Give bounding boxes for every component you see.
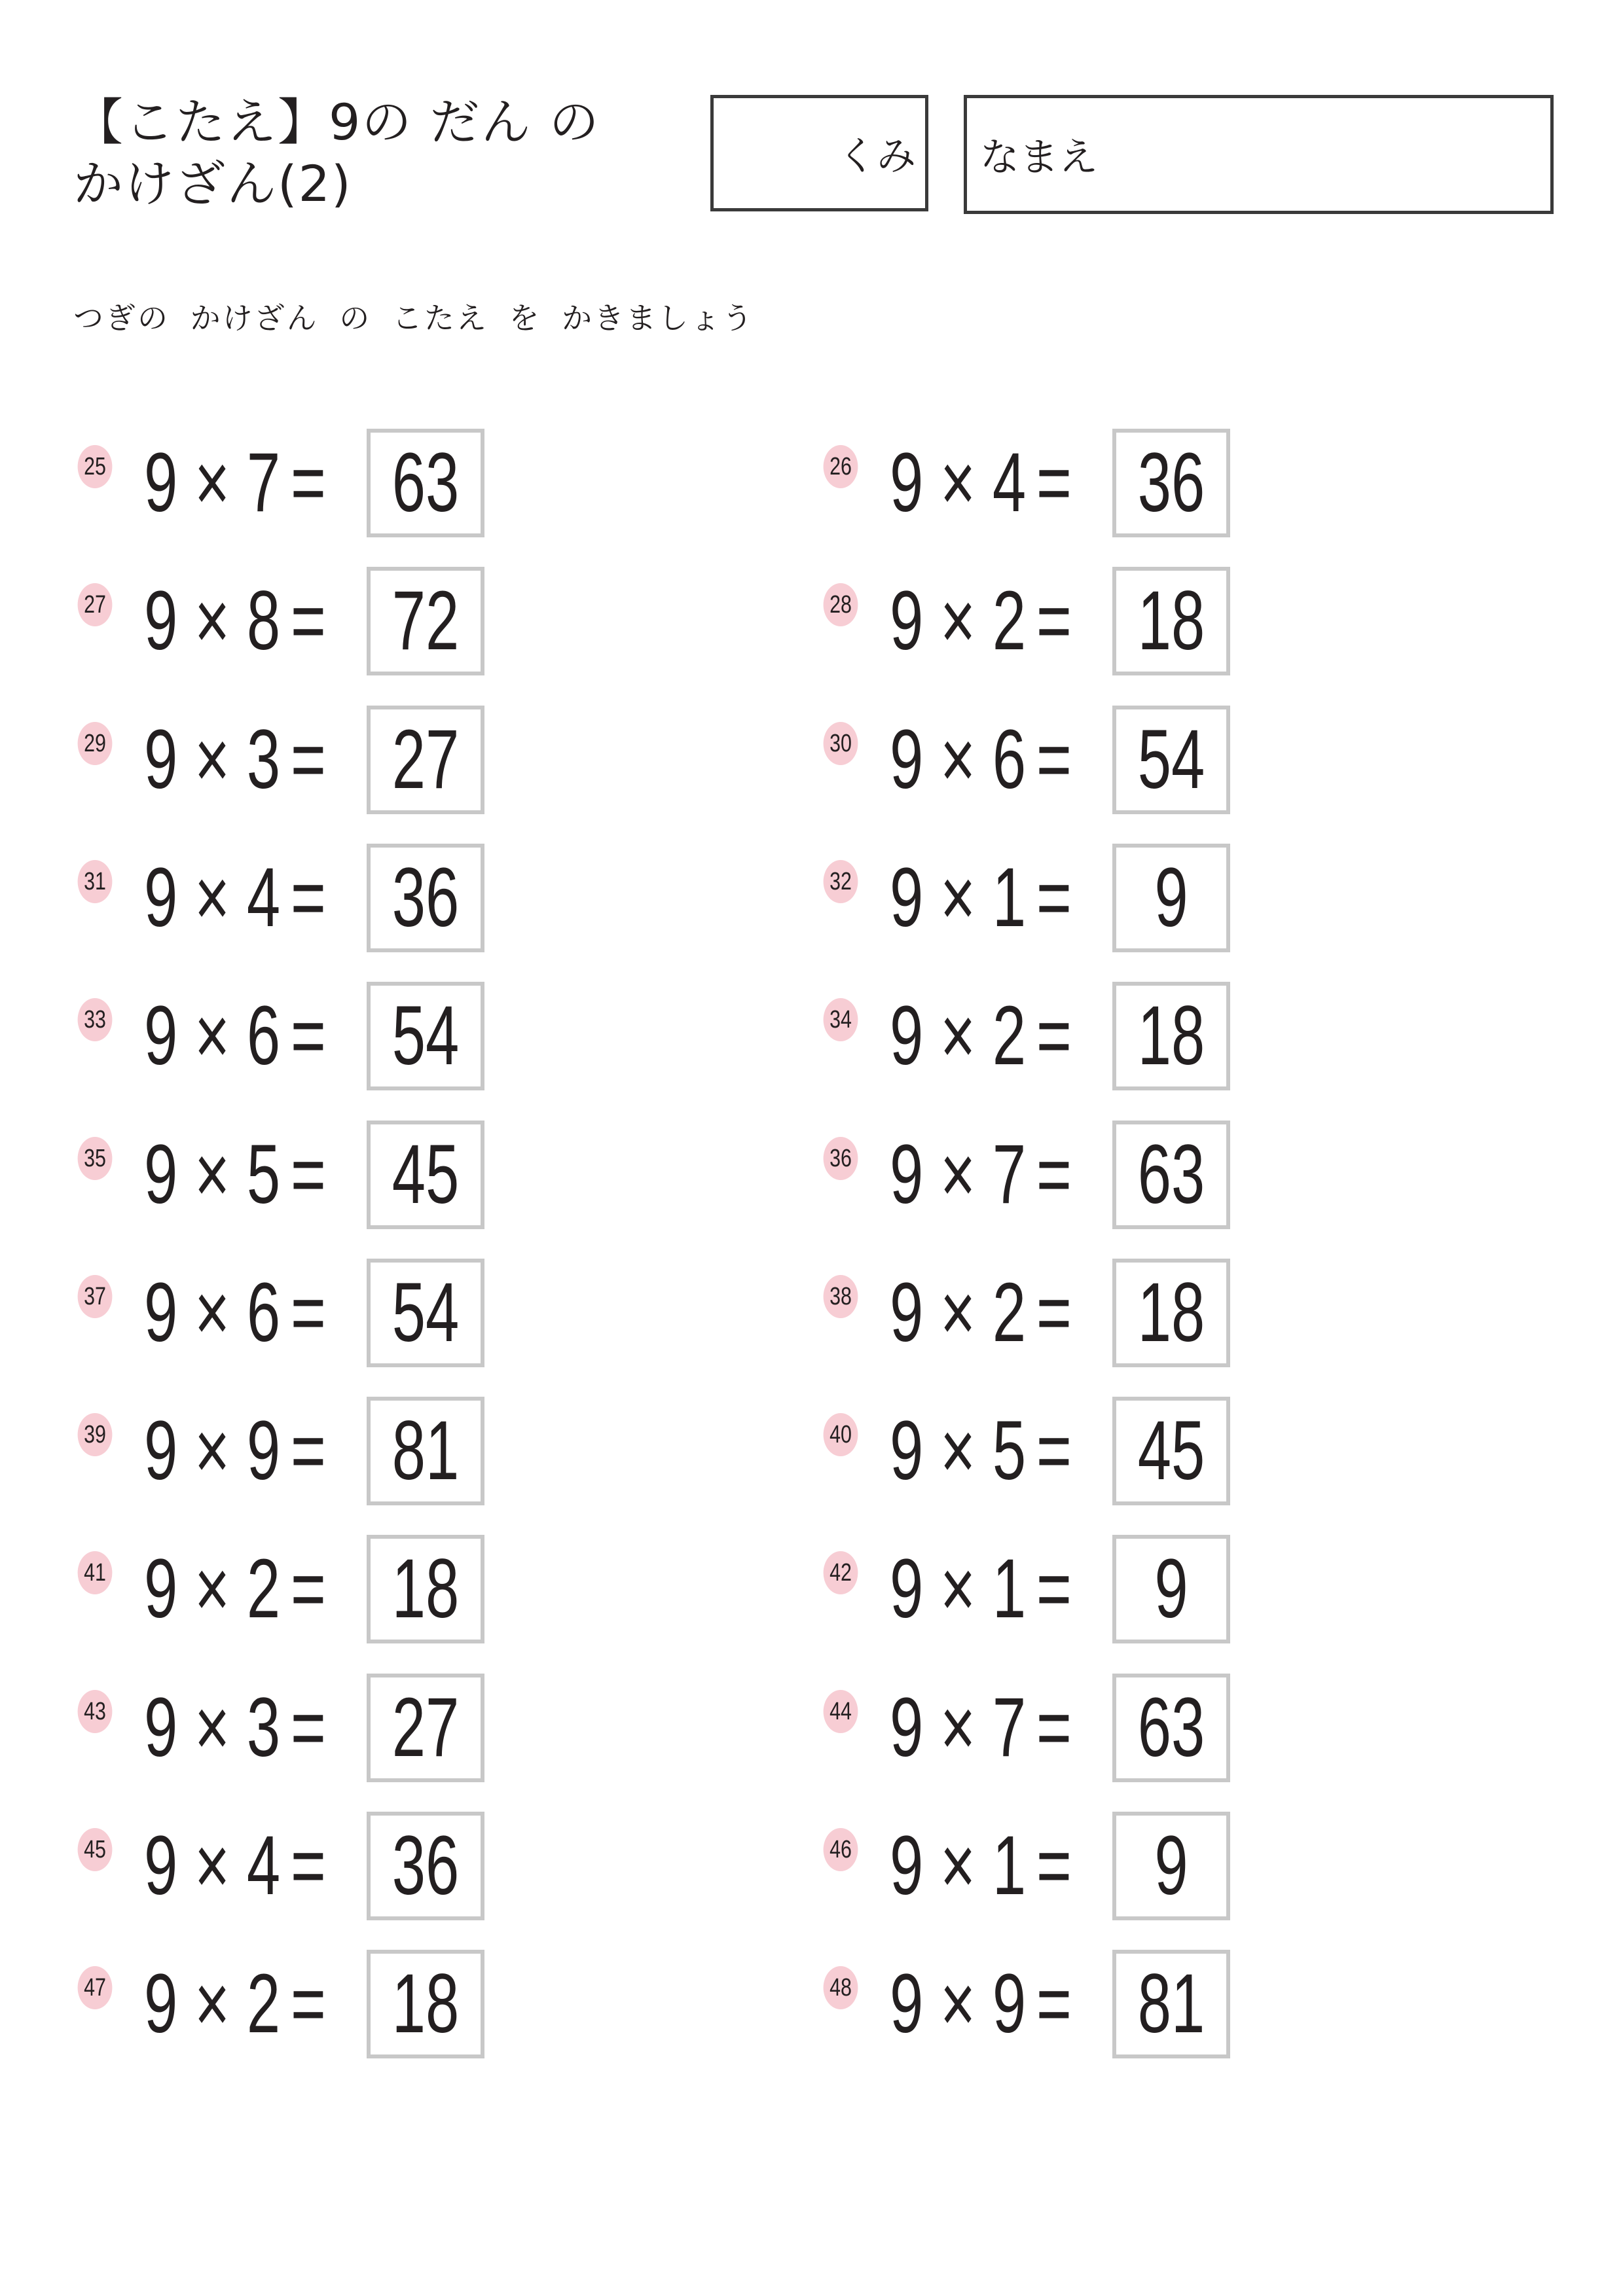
problem-row xyxy=(73,1674,663,1782)
multiplicand: 9 xyxy=(144,1681,178,1774)
multiplication-expression xyxy=(890,1535,1072,1643)
times-sign: × xyxy=(194,851,230,944)
equals-sign: = xyxy=(291,1404,326,1498)
multiplicand: 9 xyxy=(144,1819,178,1912)
equals-sign: = xyxy=(291,1542,326,1636)
answer-box[interactable] xyxy=(1112,429,1230,537)
equals-sign: = xyxy=(291,574,326,668)
equals-sign: = xyxy=(1036,436,1072,529)
multiplication-expression xyxy=(144,1674,326,1782)
multiplier: 4 xyxy=(246,1819,281,1912)
answer-value: 36 xyxy=(392,851,460,944)
multiplier: 6 xyxy=(246,1266,281,1359)
times-sign: × xyxy=(940,1128,976,1221)
answer-value: 9 xyxy=(1154,1542,1188,1636)
problem-row xyxy=(819,1812,1408,1920)
problem-number-badge: 44 xyxy=(824,1690,858,1733)
multiplication-expression xyxy=(144,1950,326,2058)
problem-number-badge: 40 xyxy=(824,1413,858,1456)
multiplier: 7 xyxy=(992,1128,1027,1221)
title-line-2: かけざん(2) xyxy=(73,154,352,213)
times-sign: × xyxy=(194,1404,230,1498)
equals-sign: = xyxy=(1036,1404,1072,1498)
multiplicand: 9 xyxy=(890,1542,924,1636)
multiplier: 5 xyxy=(246,1128,281,1221)
equals-sign: = xyxy=(1036,989,1072,1083)
multiplication-expression xyxy=(890,982,1072,1090)
equals-sign: = xyxy=(291,1819,326,1912)
problem-row xyxy=(819,567,1408,675)
answer-box[interactable] xyxy=(1112,706,1230,814)
multiplication-expression xyxy=(144,844,326,952)
instruction-text: つぎの かけざん の こたえ を かきましょう xyxy=(73,300,755,336)
answer-value: 54 xyxy=(392,1266,460,1359)
multiplicand: 9 xyxy=(144,1128,178,1221)
problem-row xyxy=(73,844,663,952)
multiplication-expression xyxy=(144,1812,326,1920)
answer-box[interactable] xyxy=(367,844,484,952)
problem-row xyxy=(819,1535,1408,1643)
multiplication-expression xyxy=(890,706,1072,814)
multiplier: 6 xyxy=(246,989,281,1083)
multiplier: 2 xyxy=(992,574,1027,668)
multiplication-expression xyxy=(890,1812,1072,1920)
problem-number-badge: 37 xyxy=(78,1275,113,1318)
problem-number-badge: 42 xyxy=(824,1551,858,1594)
times-sign: × xyxy=(194,713,230,806)
times-sign: × xyxy=(940,1266,976,1359)
answer-box[interactable] xyxy=(1112,1121,1230,1229)
multiplication-expression xyxy=(890,1950,1072,2058)
multiplication-expression xyxy=(890,844,1072,952)
problem-row xyxy=(819,844,1408,952)
multiplier: 3 xyxy=(246,1681,281,1774)
problem-row xyxy=(819,706,1408,814)
multiplicand: 9 xyxy=(890,436,924,529)
equals-sign: = xyxy=(1036,1819,1072,1912)
multiplicand: 9 xyxy=(890,1128,924,1221)
equals-sign: = xyxy=(1036,1957,1072,2051)
problem-row xyxy=(819,1259,1408,1367)
problem-number-badge: 34 xyxy=(824,998,858,1041)
problem-number-badge: 35 xyxy=(78,1137,113,1180)
problem-row xyxy=(819,1397,1408,1505)
problem-number-badge: 38 xyxy=(824,1275,858,1318)
multiplication-expression xyxy=(144,982,326,1090)
answer-value: 18 xyxy=(1137,1266,1205,1359)
times-sign: × xyxy=(940,1681,976,1774)
times-sign: × xyxy=(194,436,230,529)
times-sign: × xyxy=(940,1404,976,1498)
equals-sign: = xyxy=(291,1681,326,1774)
multiplier: 7 xyxy=(992,1681,1027,1774)
problem-number-badge: 29 xyxy=(78,722,113,765)
title-line-1: 【こたえ】9の だん の xyxy=(73,93,600,151)
multiplicand: 9 xyxy=(144,1404,178,1498)
equals-sign: = xyxy=(291,713,326,806)
multiplication-expression xyxy=(890,567,1072,675)
problem-number-badge: 43 xyxy=(78,1690,113,1733)
problem-number-badge: 26 xyxy=(824,445,858,488)
multiplier: 2 xyxy=(246,1957,281,2051)
answer-box[interactable] xyxy=(367,429,484,537)
problem-number-badge: 32 xyxy=(824,860,858,903)
multiplicand: 9 xyxy=(890,989,924,1083)
answer-value: 36 xyxy=(1137,436,1205,529)
equals-sign: = xyxy=(291,1128,326,1221)
times-sign: × xyxy=(194,989,230,1083)
multiplicand: 9 xyxy=(890,851,924,944)
answer-value: 18 xyxy=(1137,574,1205,668)
answer-value: 18 xyxy=(392,1957,460,2051)
answer-box[interactable] xyxy=(1112,1812,1230,1920)
answer-value: 27 xyxy=(392,1681,460,1774)
multiplication-expression xyxy=(144,567,326,675)
problem-row xyxy=(73,1812,663,1920)
name-label: なまえ xyxy=(980,135,1098,181)
answer-box[interactable] xyxy=(367,1397,484,1505)
multiplicand: 9 xyxy=(144,436,178,529)
problem-row xyxy=(73,567,663,675)
problem-row xyxy=(819,1950,1408,2058)
problem-row xyxy=(73,706,663,814)
multiplier: 2 xyxy=(992,989,1027,1083)
problem-row xyxy=(819,429,1408,537)
multiplication-expression xyxy=(144,1397,326,1505)
multiplier: 1 xyxy=(992,1542,1027,1636)
problem-number-badge: 48 xyxy=(824,1966,858,2009)
multiplication-expression xyxy=(890,1121,1072,1229)
answer-box[interactable] xyxy=(1112,567,1230,675)
problem-row xyxy=(73,1259,663,1367)
class-label: くみ xyxy=(837,134,916,179)
problem-number-badge: 41 xyxy=(78,1551,113,1594)
multiplier: 7 xyxy=(246,436,281,529)
equals-sign: = xyxy=(1036,1681,1072,1774)
answer-box[interactable] xyxy=(367,567,484,675)
multiplier: 9 xyxy=(246,1404,281,1498)
multiplication-expression xyxy=(890,429,1072,537)
multiplication-expression xyxy=(890,1259,1072,1367)
multiplicand: 9 xyxy=(890,1681,924,1774)
times-sign: × xyxy=(194,1681,230,1774)
multiplicand: 9 xyxy=(144,1542,178,1636)
answer-box[interactable] xyxy=(1112,982,1230,1090)
answer-value: 81 xyxy=(1137,1957,1205,2051)
answer-box[interactable] xyxy=(367,1674,484,1782)
answer-value: 63 xyxy=(1137,1681,1205,1774)
equals-sign: = xyxy=(291,989,326,1083)
times-sign: × xyxy=(940,1819,976,1912)
equals-sign: = xyxy=(291,436,326,529)
answer-box[interactable] xyxy=(1112,844,1230,952)
answer-value: 45 xyxy=(392,1128,460,1221)
multiplicand: 9 xyxy=(890,1404,924,1498)
problem-number-badge: 45 xyxy=(78,1828,113,1871)
multiplier: 1 xyxy=(992,1819,1027,1912)
answer-box[interactable] xyxy=(1112,1259,1230,1367)
problem-row xyxy=(73,1397,663,1505)
multiplier: 2 xyxy=(992,1266,1027,1359)
times-sign: × xyxy=(194,574,230,668)
multiplicand: 9 xyxy=(890,574,924,668)
problem-number-badge: 46 xyxy=(824,1828,858,1871)
answer-box[interactable] xyxy=(367,1121,484,1229)
times-sign: × xyxy=(940,1957,976,2051)
answer-value: 63 xyxy=(1137,1128,1205,1221)
answer-value: 81 xyxy=(392,1404,460,1498)
answer-box[interactable] xyxy=(367,706,484,814)
multiplication-expression xyxy=(144,1259,326,1367)
multiplier: 2 xyxy=(246,1542,281,1636)
equals-sign: = xyxy=(1036,1128,1072,1221)
problem-row xyxy=(73,1121,663,1229)
multiplier: 5 xyxy=(992,1404,1027,1498)
answer-value: 54 xyxy=(1137,713,1205,806)
problem-row xyxy=(73,1535,663,1643)
multiplier: 6 xyxy=(992,713,1027,806)
equals-sign: = xyxy=(291,851,326,944)
answer-value: 9 xyxy=(1154,1819,1188,1912)
equals-sign: = xyxy=(1036,713,1072,806)
multiplicand: 9 xyxy=(144,1266,178,1359)
answer-box[interactable] xyxy=(367,1535,484,1643)
equals-sign: = xyxy=(1036,574,1072,668)
multiplicand: 9 xyxy=(890,1957,924,2051)
multiplicand: 9 xyxy=(144,851,178,944)
equals-sign: = xyxy=(291,1957,326,2051)
multiplier: 4 xyxy=(246,851,281,944)
problem-number-badge: 36 xyxy=(824,1137,858,1180)
problem-number-badge: 28 xyxy=(824,583,858,626)
problem-row xyxy=(819,1121,1408,1229)
multiplication-expression xyxy=(144,1121,326,1229)
multiplier: 9 xyxy=(992,1957,1027,2051)
times-sign: × xyxy=(194,1819,230,1912)
problem-number-badge: 39 xyxy=(78,1413,113,1456)
problem-number-badge: 30 xyxy=(824,722,858,765)
answer-value: 9 xyxy=(1154,851,1188,944)
multiplier: 3 xyxy=(246,713,281,806)
equals-sign: = xyxy=(1036,1542,1072,1636)
problem-number-badge: 25 xyxy=(78,445,113,488)
times-sign: × xyxy=(194,1542,230,1636)
multiplicand: 9 xyxy=(890,1819,924,1912)
multiplication-expression xyxy=(144,1535,326,1643)
multiplication-expression xyxy=(890,1397,1072,1505)
problem-row xyxy=(73,1950,663,2058)
problem-row xyxy=(73,982,663,1090)
times-sign: × xyxy=(940,1542,976,1636)
times-sign: × xyxy=(940,574,976,668)
multiplication-expression xyxy=(144,706,326,814)
equals-sign: = xyxy=(291,1266,326,1359)
answer-value: 36 xyxy=(392,1819,460,1912)
times-sign: × xyxy=(194,1957,230,2051)
problem-row xyxy=(819,982,1408,1090)
problem-number-badge: 47 xyxy=(78,1966,113,2009)
answer-box[interactable] xyxy=(367,1950,484,2058)
answer-value: 72 xyxy=(392,574,460,668)
answer-value: 45 xyxy=(1137,1404,1205,1498)
problem-row xyxy=(819,1674,1408,1782)
multiplier: 4 xyxy=(992,436,1027,529)
times-sign: × xyxy=(940,436,976,529)
problem-number-badge: 33 xyxy=(78,998,113,1041)
answer-value: 18 xyxy=(392,1542,460,1636)
multiplicand: 9 xyxy=(890,713,924,806)
multiplicand: 9 xyxy=(144,1957,178,2051)
multiplication-expression xyxy=(144,429,326,537)
answer-box[interactable] xyxy=(1112,1535,1230,1643)
answer-box[interactable] xyxy=(1112,1397,1230,1505)
answer-box[interactable] xyxy=(367,982,484,1090)
multiplication-expression xyxy=(890,1674,1072,1782)
answer-box[interactable] xyxy=(1112,1674,1230,1782)
answer-box[interactable] xyxy=(1112,1950,1230,2058)
multiplicand: 9 xyxy=(890,1266,924,1359)
times-sign: × xyxy=(194,1128,230,1221)
answer-value: 18 xyxy=(1137,989,1205,1083)
times-sign: × xyxy=(940,713,976,806)
times-sign: × xyxy=(940,851,976,944)
multiplier: 1 xyxy=(992,851,1027,944)
answer-value: 27 xyxy=(392,713,460,806)
problem-row xyxy=(73,429,663,537)
answer-value: 54 xyxy=(392,989,460,1083)
multiplicand: 9 xyxy=(144,574,178,668)
answer-value: 63 xyxy=(392,436,460,529)
times-sign: × xyxy=(940,989,976,1083)
problem-number-badge: 27 xyxy=(78,583,113,626)
answer-box[interactable] xyxy=(367,1812,484,1920)
times-sign: × xyxy=(194,1266,230,1359)
equals-sign: = xyxy=(1036,851,1072,944)
multiplicand: 9 xyxy=(144,713,178,806)
problem-number-badge: 31 xyxy=(78,860,113,903)
multiplier: 8 xyxy=(246,574,281,668)
multiplicand: 9 xyxy=(144,989,178,1083)
answer-box[interactable] xyxy=(367,1259,484,1367)
equals-sign: = xyxy=(1036,1266,1072,1359)
